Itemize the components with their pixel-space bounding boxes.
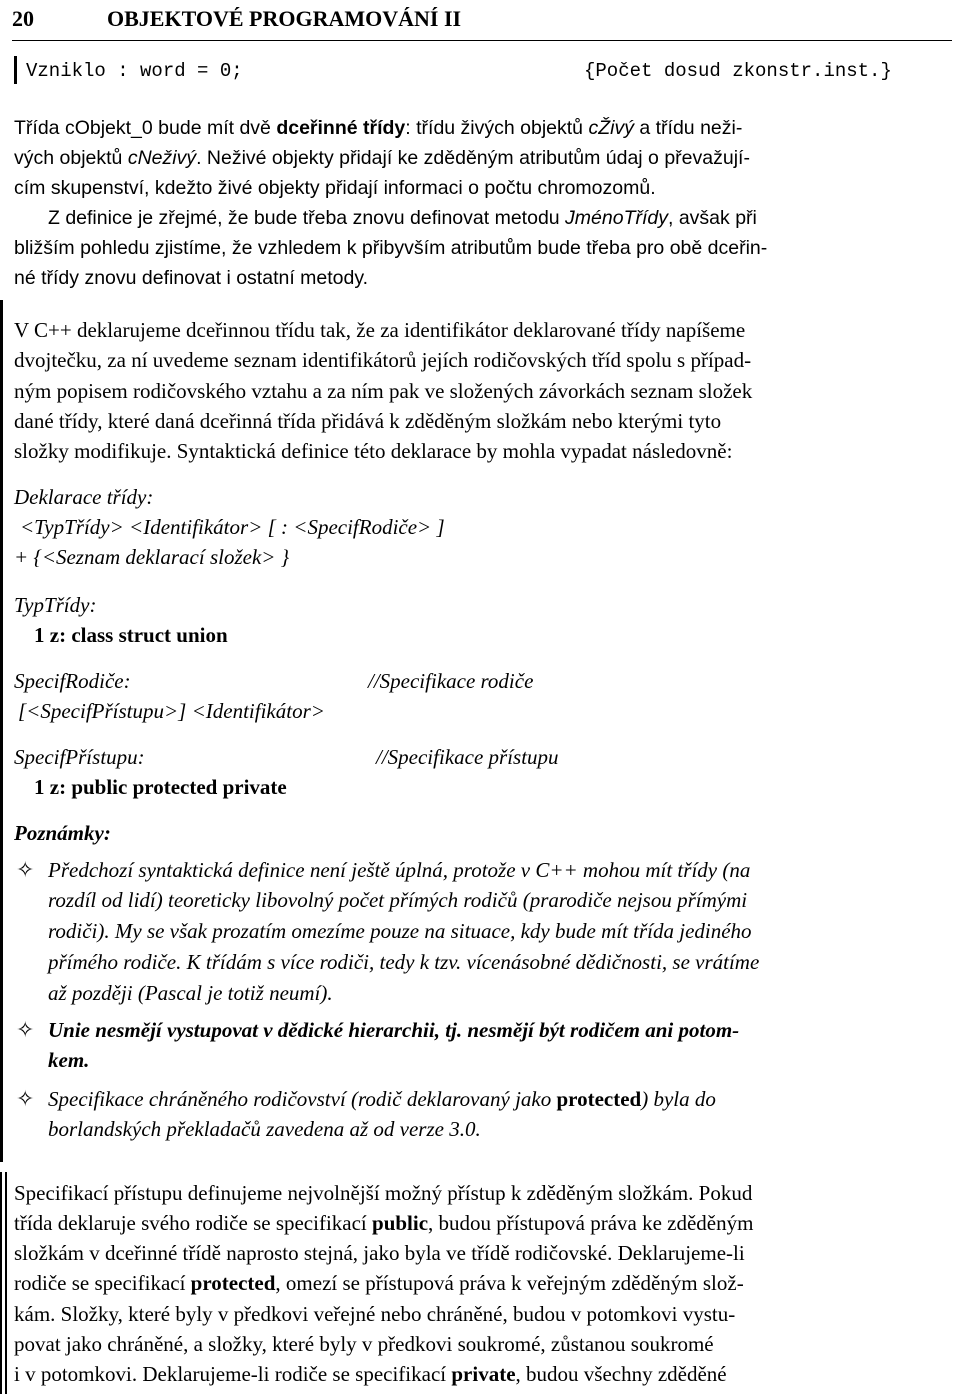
para1-line2 xyxy=(14,143,750,173)
para3-line4 xyxy=(14,1268,744,1298)
note3-line2: borlandských překladačů zavedena až od verze 3.0. xyxy=(48,1117,481,1141)
bold-keyword: protected xyxy=(190,1271,276,1295)
syntax-spec-comment: //Specifikace rodiče xyxy=(368,669,534,693)
syntax-access-line1: 1 z: public protected private xyxy=(34,775,287,799)
bold-term: dceřinné třídy xyxy=(276,117,406,139)
note2-line2: kem. xyxy=(48,1048,90,1072)
text: rodiče se specifikací xyxy=(14,1271,191,1295)
text: i v potomkovi. Deklarujeme-li rodiče se specifikací xyxy=(14,1362,452,1386)
para1-line1 xyxy=(14,113,948,143)
para3-line7 xyxy=(14,1359,727,1389)
para2-line2: dvojtečku, za ní uvedeme seznam identifikátorů jejích rodičovských tříd spolu s případ- xyxy=(14,348,752,372)
diamond-outline-icon: ✧ xyxy=(16,857,35,882)
text: . Neživé objekty přidají ke zděděným atributům údaj o převažují- xyxy=(196,147,750,169)
text: a třídu neži- xyxy=(633,117,743,139)
note3-line1 xyxy=(48,1084,716,1114)
bold-keyword: private xyxy=(451,1362,516,1386)
bold-keyword: protected xyxy=(556,1087,642,1111)
para3-line2 xyxy=(14,1208,753,1238)
notes-title: Poznámky: xyxy=(14,821,111,845)
left-margin-bar xyxy=(0,300,3,1162)
para1-line3: cím skupenství, kdežto živé objekty přidají informaci o počtu chromozomů. xyxy=(14,177,656,199)
chapter-title: OBJEKTOVÉ PROGRAMOVÁNÍ II xyxy=(107,6,462,31)
page-header xyxy=(12,4,952,41)
para2-line3: ným popisem rodičovského vztahu a za ním pak ve složených závorkách seznam složek xyxy=(14,379,753,403)
syntax-typ-line1: 1 z: class struct union xyxy=(34,623,228,647)
para2-line1: V C++ deklarujeme dceřinnou třídu tak, že za identifikátor deklarované třídy napíšeme xyxy=(14,318,746,342)
italic-term: cŽivý xyxy=(588,117,634,139)
text: Z definice je zřejmé, že bude třeba znovu definovat metodu xyxy=(48,207,566,229)
note1-line4: přímého rodiče. K třídám s více rodiči, tedy k tzv. vícenásobné dědičnosti, se vrátíme xyxy=(48,950,760,974)
code-term: cObjekt_0 xyxy=(64,117,153,139)
para3-line5: kám. Složky, které byly v předkovi veřejné nebo chráněné, budou v potomkovi vystu- xyxy=(14,1302,736,1326)
para3-line1: Specifikací přístupu definujeme nejvolnější možný přístup k zděděným složkám. Pokud xyxy=(14,1181,753,1205)
note2-line1: Unie nesmějí vystupovat v dědické hierarchii, tj. nesmějí být rodičem ani potom- xyxy=(48,1018,740,1042)
text: Specifikace chráněného rodičovství (rodič deklarovaný jako xyxy=(48,1087,557,1111)
para1-line5: bližším pohledu zjistíme, že vzhledem k přibyvším atributům bude třeba pro obě dceřin- xyxy=(14,237,768,259)
text: : třídu živých objektů xyxy=(405,117,589,139)
diamond-outline-icon: ✧ xyxy=(16,1086,35,1111)
note1-line3: rodiči). My se však prozatím omezíme pouze na situace, kdy bude mít třída jediného xyxy=(48,919,752,943)
para1-line4 xyxy=(48,203,757,233)
text: ) byla do xyxy=(641,1087,716,1111)
syntax-decl-title: Deklarace třídy: xyxy=(14,485,154,509)
code-line-left: Vzniklo : word = 0; xyxy=(26,60,243,82)
text: třída deklaruje svého rodiče se specifikací xyxy=(14,1211,373,1235)
note1-line5: až později (Pascal je totiž neumí). xyxy=(48,981,333,1005)
text: bude mít dvě xyxy=(152,117,277,139)
text: vých objektů xyxy=(14,147,128,169)
para3-line3: složkám v dceřinné třídě naprosto stejná, jako byla ve třídě rodičovské. Deklarujeme-li xyxy=(14,1241,745,1265)
code-margin-bar xyxy=(14,56,17,84)
text: , budou přístupová práva ke zděděným xyxy=(428,1211,754,1235)
para1-line6: né třídy znovu definovat i ostatní metody. xyxy=(14,267,369,289)
text: , avšak při xyxy=(668,207,757,229)
syntax-spec-line1: [<SpecifPřístupu>] <Identifikátor> xyxy=(18,699,325,723)
left-double-margin-bar xyxy=(0,1172,2,1394)
text: Třída xyxy=(14,117,65,139)
text: , omezí se přístupová práva k veřejným zděděným slož- xyxy=(275,1271,744,1295)
para2-line4: dané třídy, které daná dceřinná třída přidává k zděděným složkám nebo kterými tyto xyxy=(14,409,722,433)
bold-keyword: public xyxy=(372,1211,429,1235)
syntax-spec-title: SpecifRodiče: xyxy=(14,669,131,693)
syntax-typ-title: TypTřídy: xyxy=(14,593,97,617)
syntax-decl-line1: <TypTřídy> <Identifikátor> [ : <SpecifRodiče> ] xyxy=(20,515,445,539)
diamond-outline-icon: ✧ xyxy=(16,1017,35,1042)
italic-term: JménoTřídy xyxy=(565,207,668,229)
para3-line6: povat jako chráněné, a složky, které byly v předkovi soukromé, zůstanou soukromé xyxy=(14,1332,714,1356)
para2-line5: složky modifikuje. Syntaktická definice této deklarace by mohla vypadat následovně: xyxy=(14,439,733,463)
italic-term: cNeživý xyxy=(127,147,197,169)
note1-line1: Předchozí syntaktická definice není ještě úplná, protože v C++ mohou mít třídy (na xyxy=(48,858,751,882)
text: , budou všechny zděděné xyxy=(515,1362,727,1386)
page-number: 20 xyxy=(12,6,34,31)
syntax-access-comment: //Specifikace přístupu xyxy=(376,745,559,769)
note1-line2: rozdíl od lidí) teoreticky libovolný počet přímých rodičů (prarodiče nejsou přímými xyxy=(48,888,748,912)
syntax-decl-line2: + {<Seznam deklarací složek> } xyxy=(14,545,290,569)
syntax-access-title: SpecifPřístupu: xyxy=(14,745,145,769)
code-line-comment: {Počet dosud zkonstr.inst.} xyxy=(584,60,892,82)
